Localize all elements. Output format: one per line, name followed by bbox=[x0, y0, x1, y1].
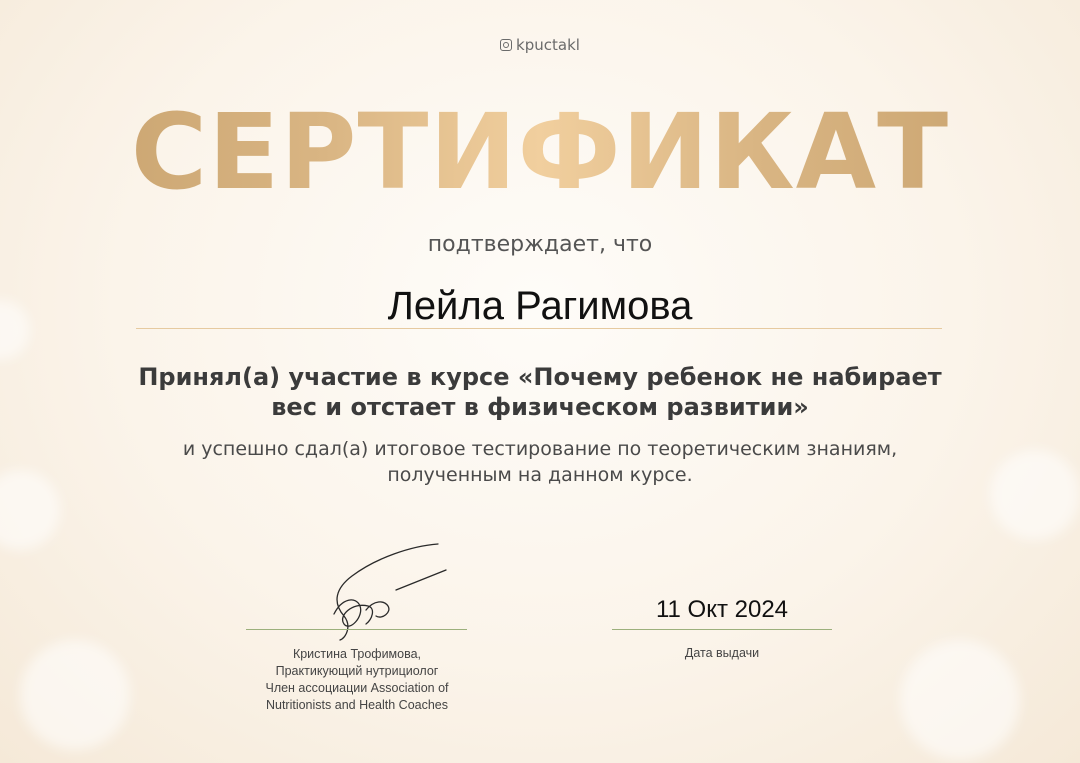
signer-membership-1: Член ассоциации Association of bbox=[265, 681, 449, 695]
name-underline bbox=[136, 328, 942, 329]
issue-date-label: Дата выдачи bbox=[684, 646, 760, 660]
instagram-handle-text: kpuctakl bbox=[516, 36, 580, 54]
background-bokeh bbox=[900, 640, 1020, 760]
signer-info bbox=[226, 646, 488, 714]
recipient-name: Лейла Рагимова bbox=[387, 284, 693, 328]
instagram-icon bbox=[500, 39, 512, 51]
confirms-text: подтверждает, что bbox=[427, 232, 653, 257]
signer-name: Кристина Трофимова, bbox=[292, 647, 422, 661]
passed-line-2: полученным на данном курсе. bbox=[387, 464, 693, 486]
signer-title: Практикующий нутрициолог bbox=[275, 664, 439, 678]
date-line bbox=[612, 629, 832, 630]
course-line-1: Принял(а) участие в курсе «Почему ребенок не набирает bbox=[138, 363, 942, 391]
issue-date: 11 Окт 2024 bbox=[655, 596, 789, 623]
signature-line bbox=[246, 629, 467, 630]
instagram-handle bbox=[0, 36, 1080, 54]
course-statement bbox=[120, 362, 960, 422]
course-line-2: вес и отстает в физическом развитии» bbox=[271, 393, 809, 421]
passed-statement bbox=[120, 436, 960, 488]
background-bokeh bbox=[990, 450, 1080, 540]
signer-membership-2: Nutritionists and Health Coaches bbox=[265, 698, 449, 712]
background-bokeh bbox=[0, 470, 60, 550]
certificate-title: СЕРТИФИКАТ bbox=[0, 92, 1080, 212]
background-bokeh bbox=[20, 640, 130, 750]
passed-line-1: и успешно сдал(а) итоговое тестирование по теоретическим знаниям, bbox=[182, 438, 898, 460]
